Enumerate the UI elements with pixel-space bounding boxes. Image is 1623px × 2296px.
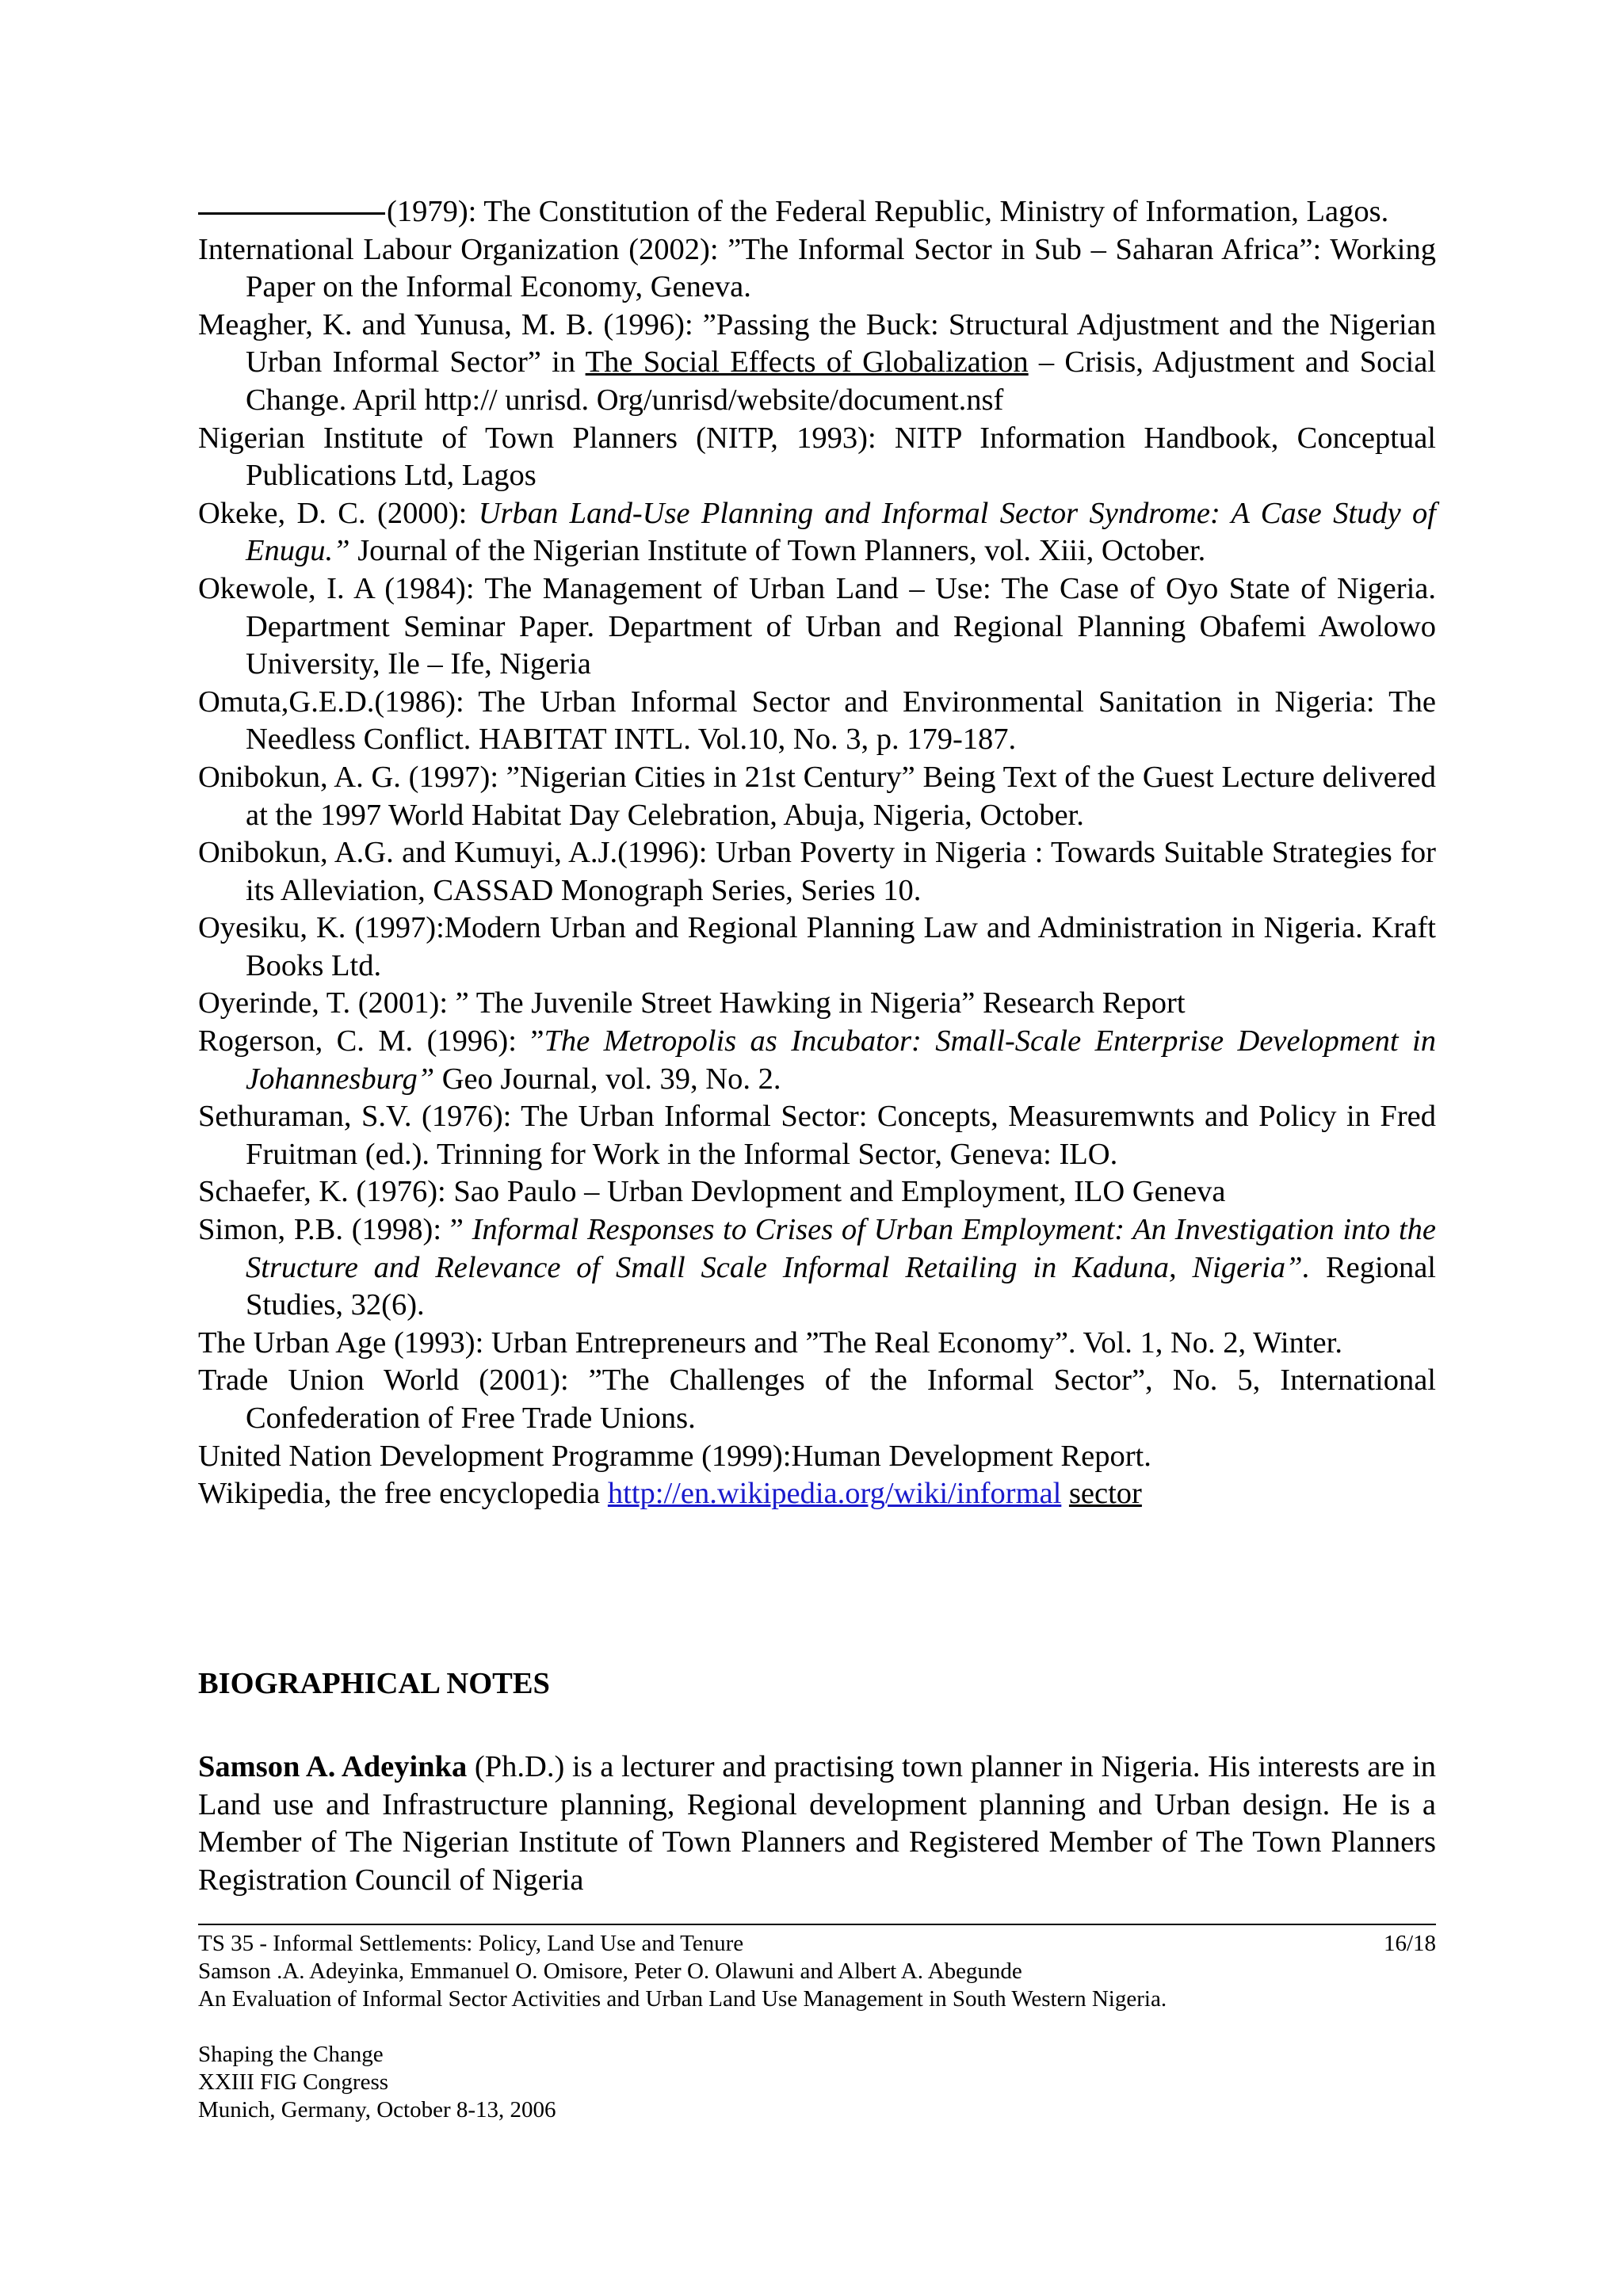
reference-text: Geo Journal, vol. 39, No. 2. — [434, 1062, 781, 1096]
reference-entry — [198, 1173, 1436, 1211]
footer-divider — [198, 1924, 1436, 1925]
reference-text: (1979): The Constitution of the Federal Republic, Ministry of Information, Lagos. — [387, 195, 1389, 228]
biography-text: (Ph.D.) is a lecturer and practising town planner in Nigeria. His interests are in Land use and Infrastructure planning, Regional development planning and Urban design. He is a Member of The Nigerian Institute of Town Planners and Registered Member of The Town Planners Registration Council of Nigeria — [198, 1750, 1436, 1897]
reference-text: Simon, P.B. (1998): ” — [198, 1213, 472, 1247]
reference-text: Trade Union World (2001): ”The Challenges of the Informal Sector”, No. 5, International Confederation of Free Trade Unions. — [198, 1363, 1436, 1435]
reference-text: Nigerian Institute of Town Planners (NITP, 1993): NITP Information Handbook, Conceptual Publications Ltd, Lagos — [198, 421, 1436, 493]
footer-conference-place: Munich, Germany, October 8-13, 2006 — [198, 2097, 556, 2122]
footer-paper-title: An Evaluation of Informal Sector Activities and Urban Land Use Management in South Western Nigeria. — [198, 1986, 1167, 2012]
reference-entry — [198, 684, 1436, 759]
page-footer — [198, 1930, 1436, 2124]
reference-entry — [198, 985, 1436, 1023]
reference-underlined-text: sector — [1068, 1477, 1142, 1511]
reference-title-italic: Informal Responses to Crises of Urban Employment: An Investigation into the Structure and Relevance of Small Scale Informal Retailing in Kaduna, Nigeria”. — [246, 1213, 1437, 1284]
reference-text: Onibokun, A. G. (1997): ”Nigerian Cities in 21st Century” Being Text of the Guest Lecture delivered at the 1997 World Habitat Day Celebration, Abuja, Nigeria, October. — [198, 760, 1436, 832]
reference-link[interactable]: http://en.wikipedia.org/wiki/informal — [607, 1477, 1062, 1511]
author-repeat-line — [198, 212, 385, 215]
reference-text: United Nation Development Programme (1999):Human Development Report. — [198, 1439, 1151, 1473]
reference-text: Okeke, D. C. (2000): — [198, 496, 479, 530]
reference-entry — [198, 834, 1436, 910]
reference-text: Regional Studies, 32(6). — [246, 1250, 1437, 1322]
section-heading: BIOGRAPHICAL NOTES — [198, 1667, 550, 1700]
reference-entry — [198, 1098, 1436, 1173]
author-name: Samson A. Adeyinka — [198, 1750, 468, 1783]
reference-entry — [198, 495, 1436, 570]
reference-entry — [198, 1362, 1436, 1437]
reference-text: Okewole, I. A (1984): The Management of Urban Land – Use: The Case of Oyo State of Nigeria. Department Seminar Paper. Department of Urban and Regional Planning Obafemi Awolowo University, Ile – Ife, Nigeria — [198, 571, 1436, 681]
footer-conference-name: XXIII FIG Congress — [198, 2069, 389, 2095]
reference-entry — [198, 307, 1436, 420]
footer-conference-motto: Shaping the Change — [198, 2042, 384, 2067]
reference-text: Omuta,G.E.D.(1986): The Urban Informal Sector and Environmental Sanitation in Nigeria: The Needless Conflict. HABITAT INTL. Vol.10, No. 3, p. 179-187. — [198, 685, 1436, 757]
references-section — [198, 193, 1436, 1513]
reference-entry — [198, 910, 1436, 985]
reference-list — [198, 193, 1436, 1513]
reference-text: Wikipedia, the free encyclopedia — [198, 1477, 608, 1511]
reference-text: International Labour Organization (2002): ”The Informal Sector in Sub – Saharan Africa”: Working Paper on the Informal Economy, Geneva. — [198, 232, 1436, 304]
reference-entry — [198, 570, 1436, 684]
reference-text: Onibokun, A.G. and Kumuyi, A.J.(1996): Urban Poverty in Nigeria : Towards Suitable Strategies for its Alleviation, CASSAD Monograph Series, Series 10. — [198, 836, 1436, 907]
reference-text: Journal of the Nigerian Institute of Town Planners, vol. Xiii, October. — [349, 534, 1206, 568]
reference-entry — [198, 231, 1436, 307]
reference-text: The Urban Age (1993): Urban Entrepreneurs and ”The Real Economy”. Vol. 1, No. 2, Winter. — [198, 1325, 1342, 1360]
reference-text: Oyesiku, K. (1997):Modern Urban and Regional Planning Law and Administration in Nigeria. Kraft Books Ltd. — [198, 911, 1436, 982]
reference-underlined-text: The Social Effects of Globalization — [585, 345, 1029, 379]
reference-entry — [198, 1438, 1436, 1476]
reference-text: Meagher, K. and Yunusa, M. B. (1996): ”Passing the Buck: Structural Adjustment and the Nigerian Urban Informal Sector” in — [198, 307, 1436, 379]
reference-entry — [198, 759, 1436, 834]
reference-entry — [198, 1023, 1436, 1098]
reference-title-italic: Urban Land-Use Planning and Informal Sector Syndrome: A Case Study of Enugu.” — [246, 496, 1436, 568]
reference-text: Oyerinde, T. (2001): ” The Juvenile Street Hawking in Nigeria” Research Report — [198, 986, 1186, 1020]
reference-text: Schaefer, K. (1976): Sao Paulo – Urban Devlopment and Employment, ILO Geneva — [198, 1175, 1226, 1209]
reference-entry — [198, 1325, 1436, 1363]
reference-text: – Crisis, Adjustment and Social Change. April http:// unrisd. Org/unrisd/website/document.nsf — [246, 345, 1437, 417]
footer-authors: Samson .A. Adeyinka, Emmanuel O. Omisore, Peter O. Olawuni and Albert A. Abegunde — [198, 1958, 1022, 1984]
reference-entry — [198, 420, 1436, 495]
reference-entry — [198, 1211, 1436, 1325]
footer-session: TS 35 - Informal Settlements: Policy, Land Use and Tenure — [198, 1931, 744, 1956]
reference-entry — [198, 193, 1436, 231]
reference-title-italic: The Metropolis as Incubator: Small-Scale Enterprise Development in Johannesburg” — [246, 1024, 1436, 1096]
reference-text — [1061, 1477, 1069, 1510]
reference-entry — [198, 1475, 1436, 1513]
reference-text: Rogerson, C. M. (1996): ” — [198, 1024, 544, 1058]
page-number: 16/18 — [1383, 1931, 1436, 1956]
biography-paragraph — [198, 1749, 1436, 1899]
reference-text: Sethuraman, S.V. (1976): The Urban Informal Sector: Concepts, Measuremwnts and Policy in Fred Fruitman (ed.). Trinning for Work in the Informal Sector, Geneva: ILO. — [198, 1100, 1436, 1171]
